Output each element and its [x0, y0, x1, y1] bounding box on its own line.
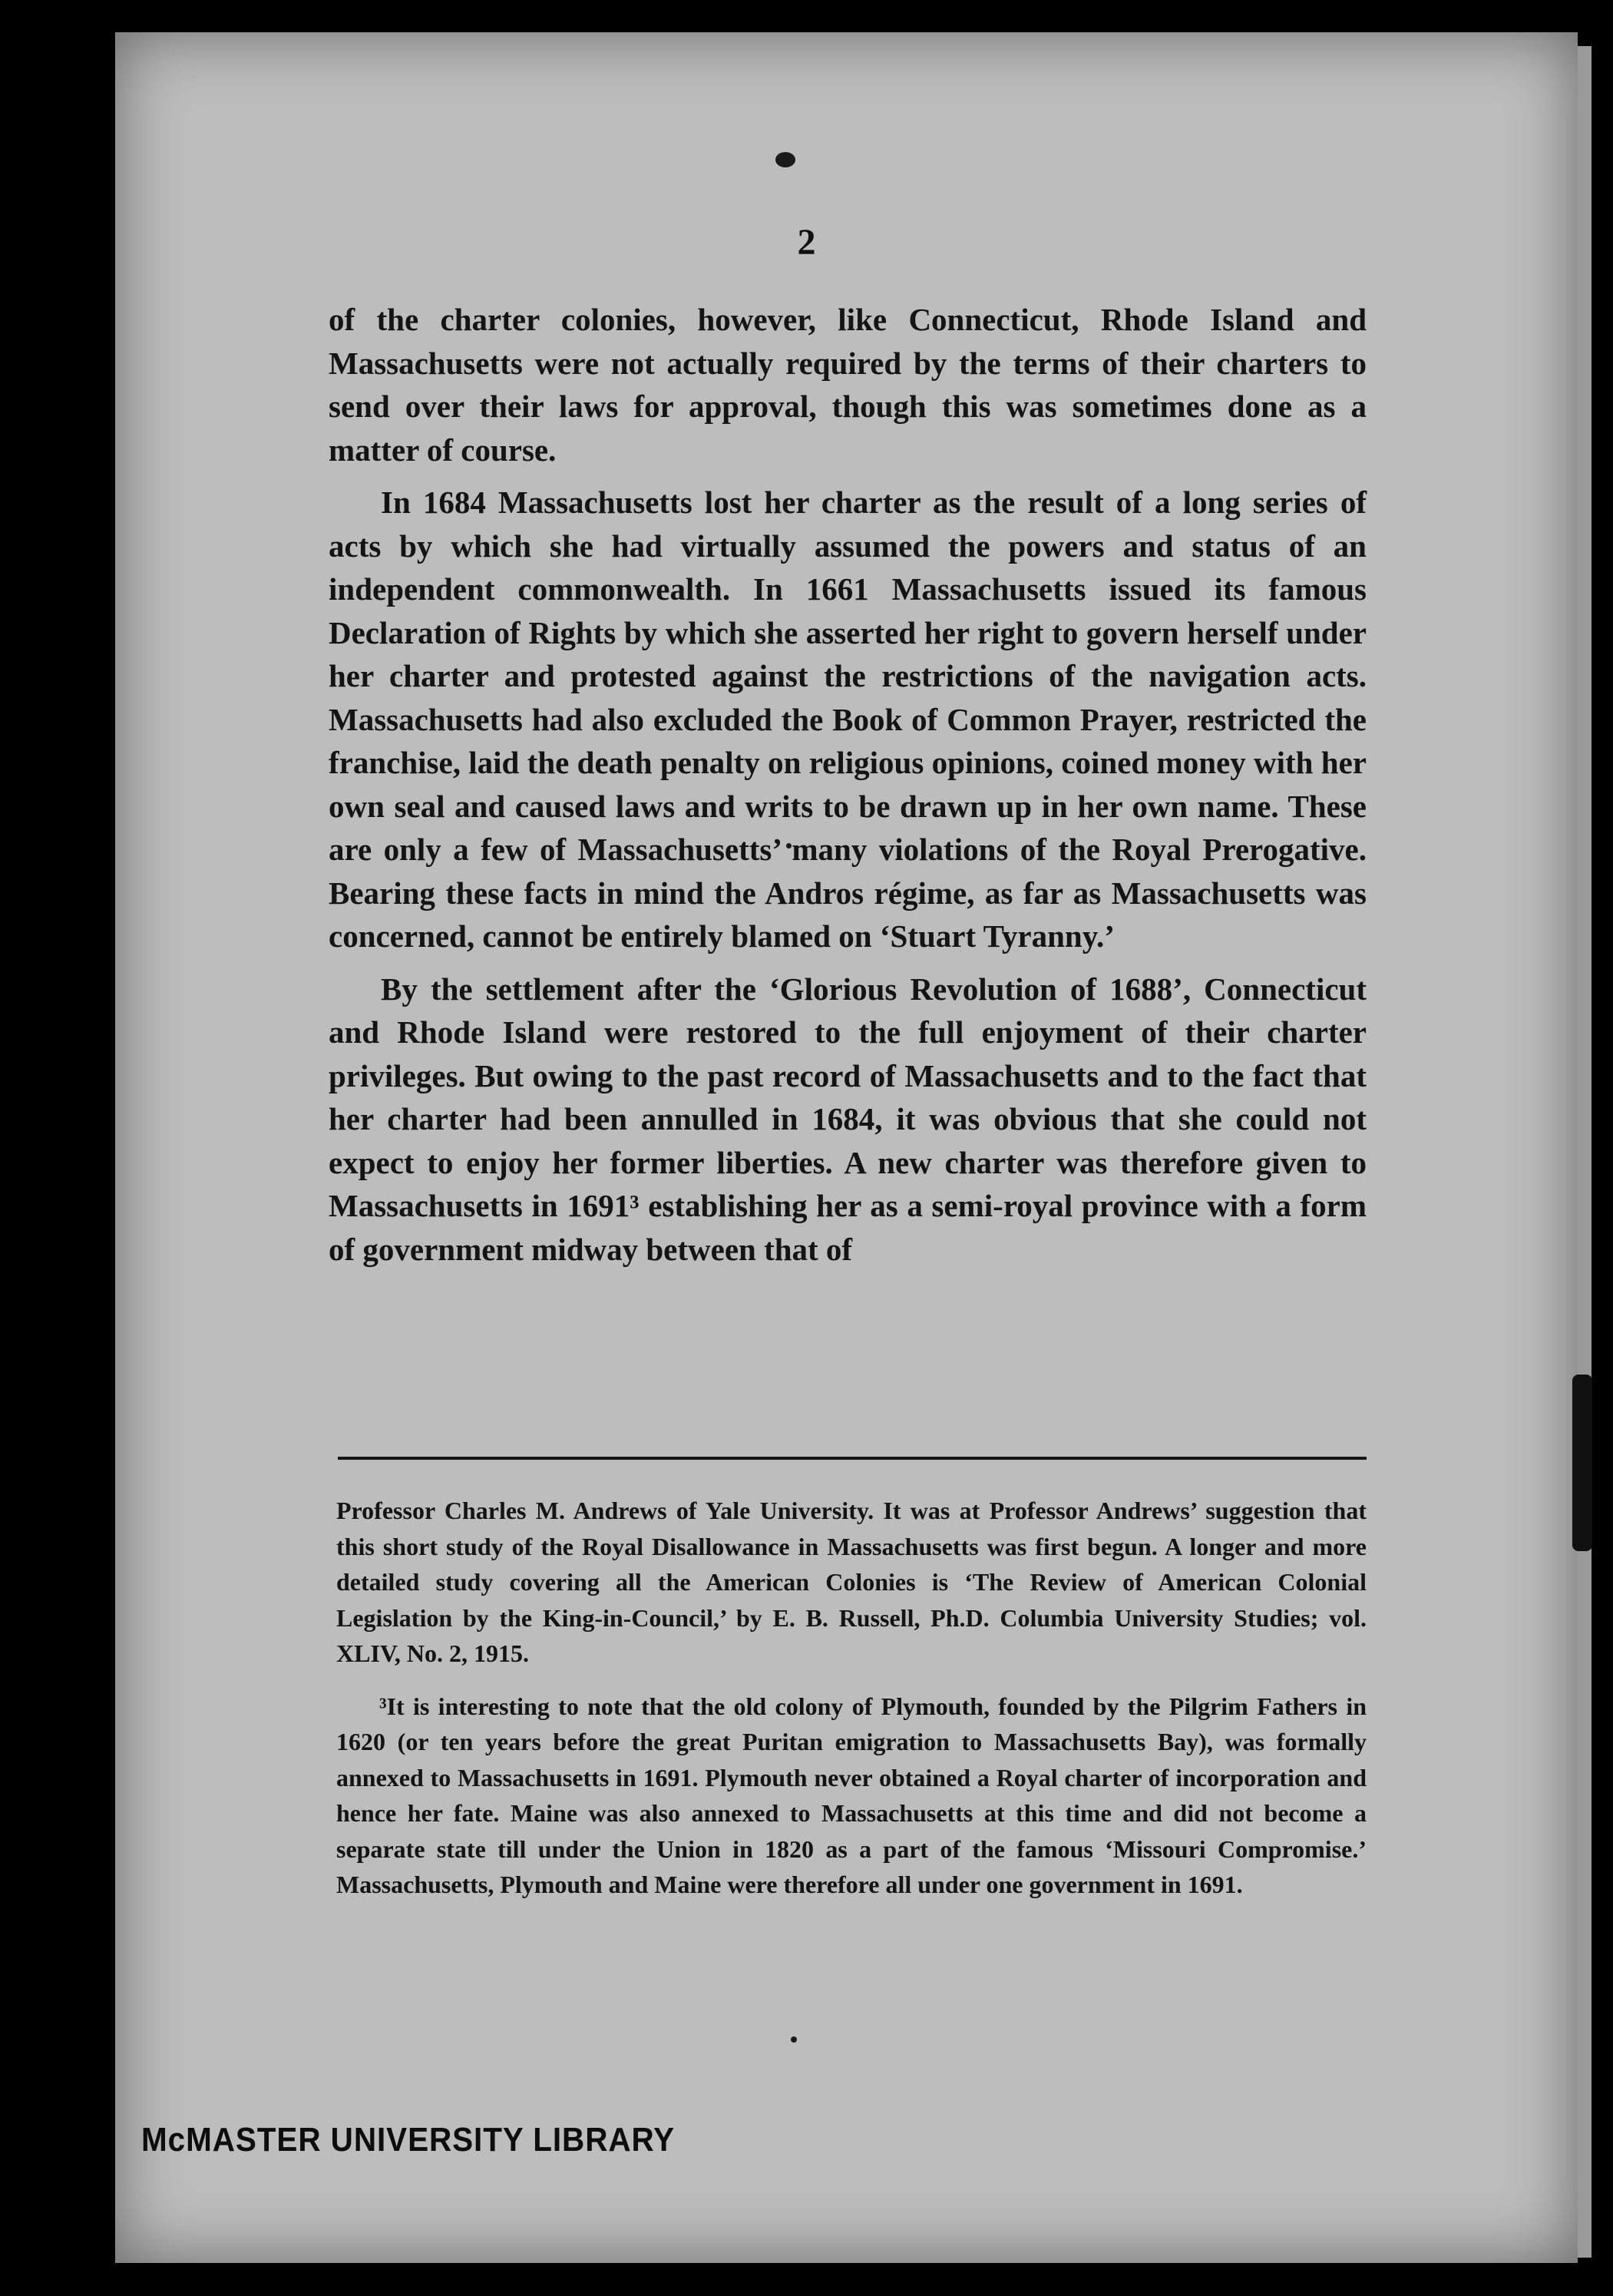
- paragraph: of the charter colonies, however, like Connecticut, Rhode Island and Massachusetts were not actually required by the terms of their charters to send over their laws for approval, though this was sometimes done as a matter of course.: [329, 302, 1367, 468]
- ink-speck: [775, 152, 795, 167]
- page-number: 2: [797, 222, 816, 263]
- paragraph: By the settlement after the ‘Glorious Revolution of 1688’, Connecticut and Rhode Island were restored to the full enjoyment of their charter privileges. But owing to the past record of Massachusetts and to the fact that her charter had been annulled in 1684, it was obvious that she could not expect to enjoy her former liberties. A new charter was therefore given to Massachusetts in 1691³ establishing her as a semi-royal province with a form of government midway between that of: [329, 971, 1367, 1267]
- binding-mark: [1572, 1375, 1592, 1551]
- footnote: Professor Charles M. Andrews of Yale University. It was at Professor Andrews’ suggestion that this short study of the Royal Disallowance in Massachusetts was first begun. A longer and more detailed study covering all the American Colonies is ‘The Review of American Colonial Legislation by the King-in-Council,’ by E. B. Russell, Ph.D. Columbia University Studies; vol. XLIV, No. 2, 1915.: [336, 1497, 1367, 1667]
- ink-speck: [791, 2036, 797, 2043]
- main-text: [329, 298, 1367, 1280]
- footnote-divider: [338, 1457, 1367, 1460]
- adjacent-page-edge: [1578, 46, 1592, 2258]
- library-stamp: McMASTER UNIVERSITY LIBRARY: [141, 2121, 676, 2159]
- footnotes: [336, 1493, 1367, 1920]
- paragraph: In 1684 Massachusetts lost her charter as the result of a long series of acts by which she had virtually assumed the powers and status of an independent commonwealth. In 1661 Massachusetts issued its famous Declaration of Rights by which she asserted her right to govern herself under her charter and protested against the restrictions of the navigation acts. Massachusetts had also excluded the Book of Common Prayer, restricted the franchise, laid the death penalty on religious opinions, coined money with her own seal and caused laws and writs to be drawn up in her own name. These are only a few of Massachusetts’ many violations of the Royal Prerogative. Bearing these facts in mind the Andros régime, as far as Massachusetts was concerned, cannot be entirely blamed on ‘Stuart Tyranny.’: [329, 485, 1367, 954]
- footnote: ³It is interesting to note that the old colony of Plymouth, founded by the Pilgrim Fathers in 1620 (or ten years before the great Puritan emigration to Massachusetts Bay), was formally annexed to Massachusetts in 1691. Plymouth never obtained a Royal charter of incorporation and hence her fate. Maine was also annexed to Massachusetts at this time and did not become a separate state till under the Union in 1820 as a part of the famous ‘Missouri Compromise.’ Massachusetts, Plymouth and Maine were therefore all under one government in 1691.: [336, 1692, 1367, 1898]
